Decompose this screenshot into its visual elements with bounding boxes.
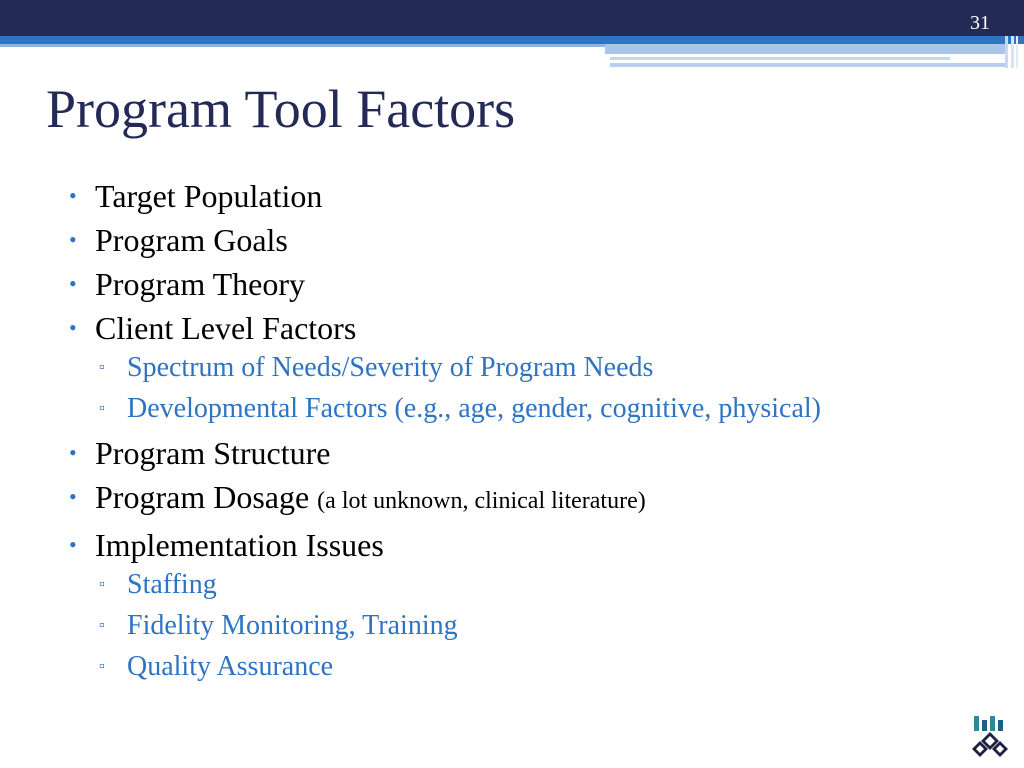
bullet-list [64, 174, 964, 685]
header-stripe [0, 44, 605, 47]
sub-bullet-item: ▫ Staffing [64, 567, 964, 603]
organization-logo-icon [968, 714, 1012, 760]
sub-bullet-item: ▫ Spectrum of Needs/Severity of Program Needs [64, 350, 964, 386]
sub-bullet-item: ▫ Fidelity Monitoring, Training [64, 608, 964, 644]
header-bar [0, 0, 1024, 36]
slide-number: 31 [970, 12, 990, 34]
bullet-item: • Implementation Issues [64, 523, 964, 567]
header-stripe [0, 36, 1024, 44]
slide-title: Program Tool Factors [46, 79, 516, 139]
header-stripe [1005, 36, 1008, 68]
header-stripe [610, 63, 1005, 67]
header-stripe [1011, 36, 1014, 68]
header-stripe [605, 44, 1005, 54]
bullet-note: (a lot unknown, clinical literature) [317, 488, 646, 514]
bullet-item [64, 475, 964, 523]
bullet-item: • Program Theory [64, 262, 964, 306]
bullet-item: • Target Population [64, 174, 964, 218]
bullet-item-text: Program Dosage [95, 479, 310, 515]
bullet-item: • Client Level Factors [64, 306, 964, 350]
header-stripe [610, 57, 950, 60]
header-stripe [1016, 36, 1018, 68]
bullet-item: • Program Goals [64, 218, 964, 262]
bullet-item: • Program Structure [64, 431, 964, 475]
sub-bullet-item: ▫ Developmental Factors (e.g., age, gender, cognitive, physical) [64, 391, 964, 427]
sub-bullet-item: ▫ Quality Assurance [64, 649, 964, 685]
